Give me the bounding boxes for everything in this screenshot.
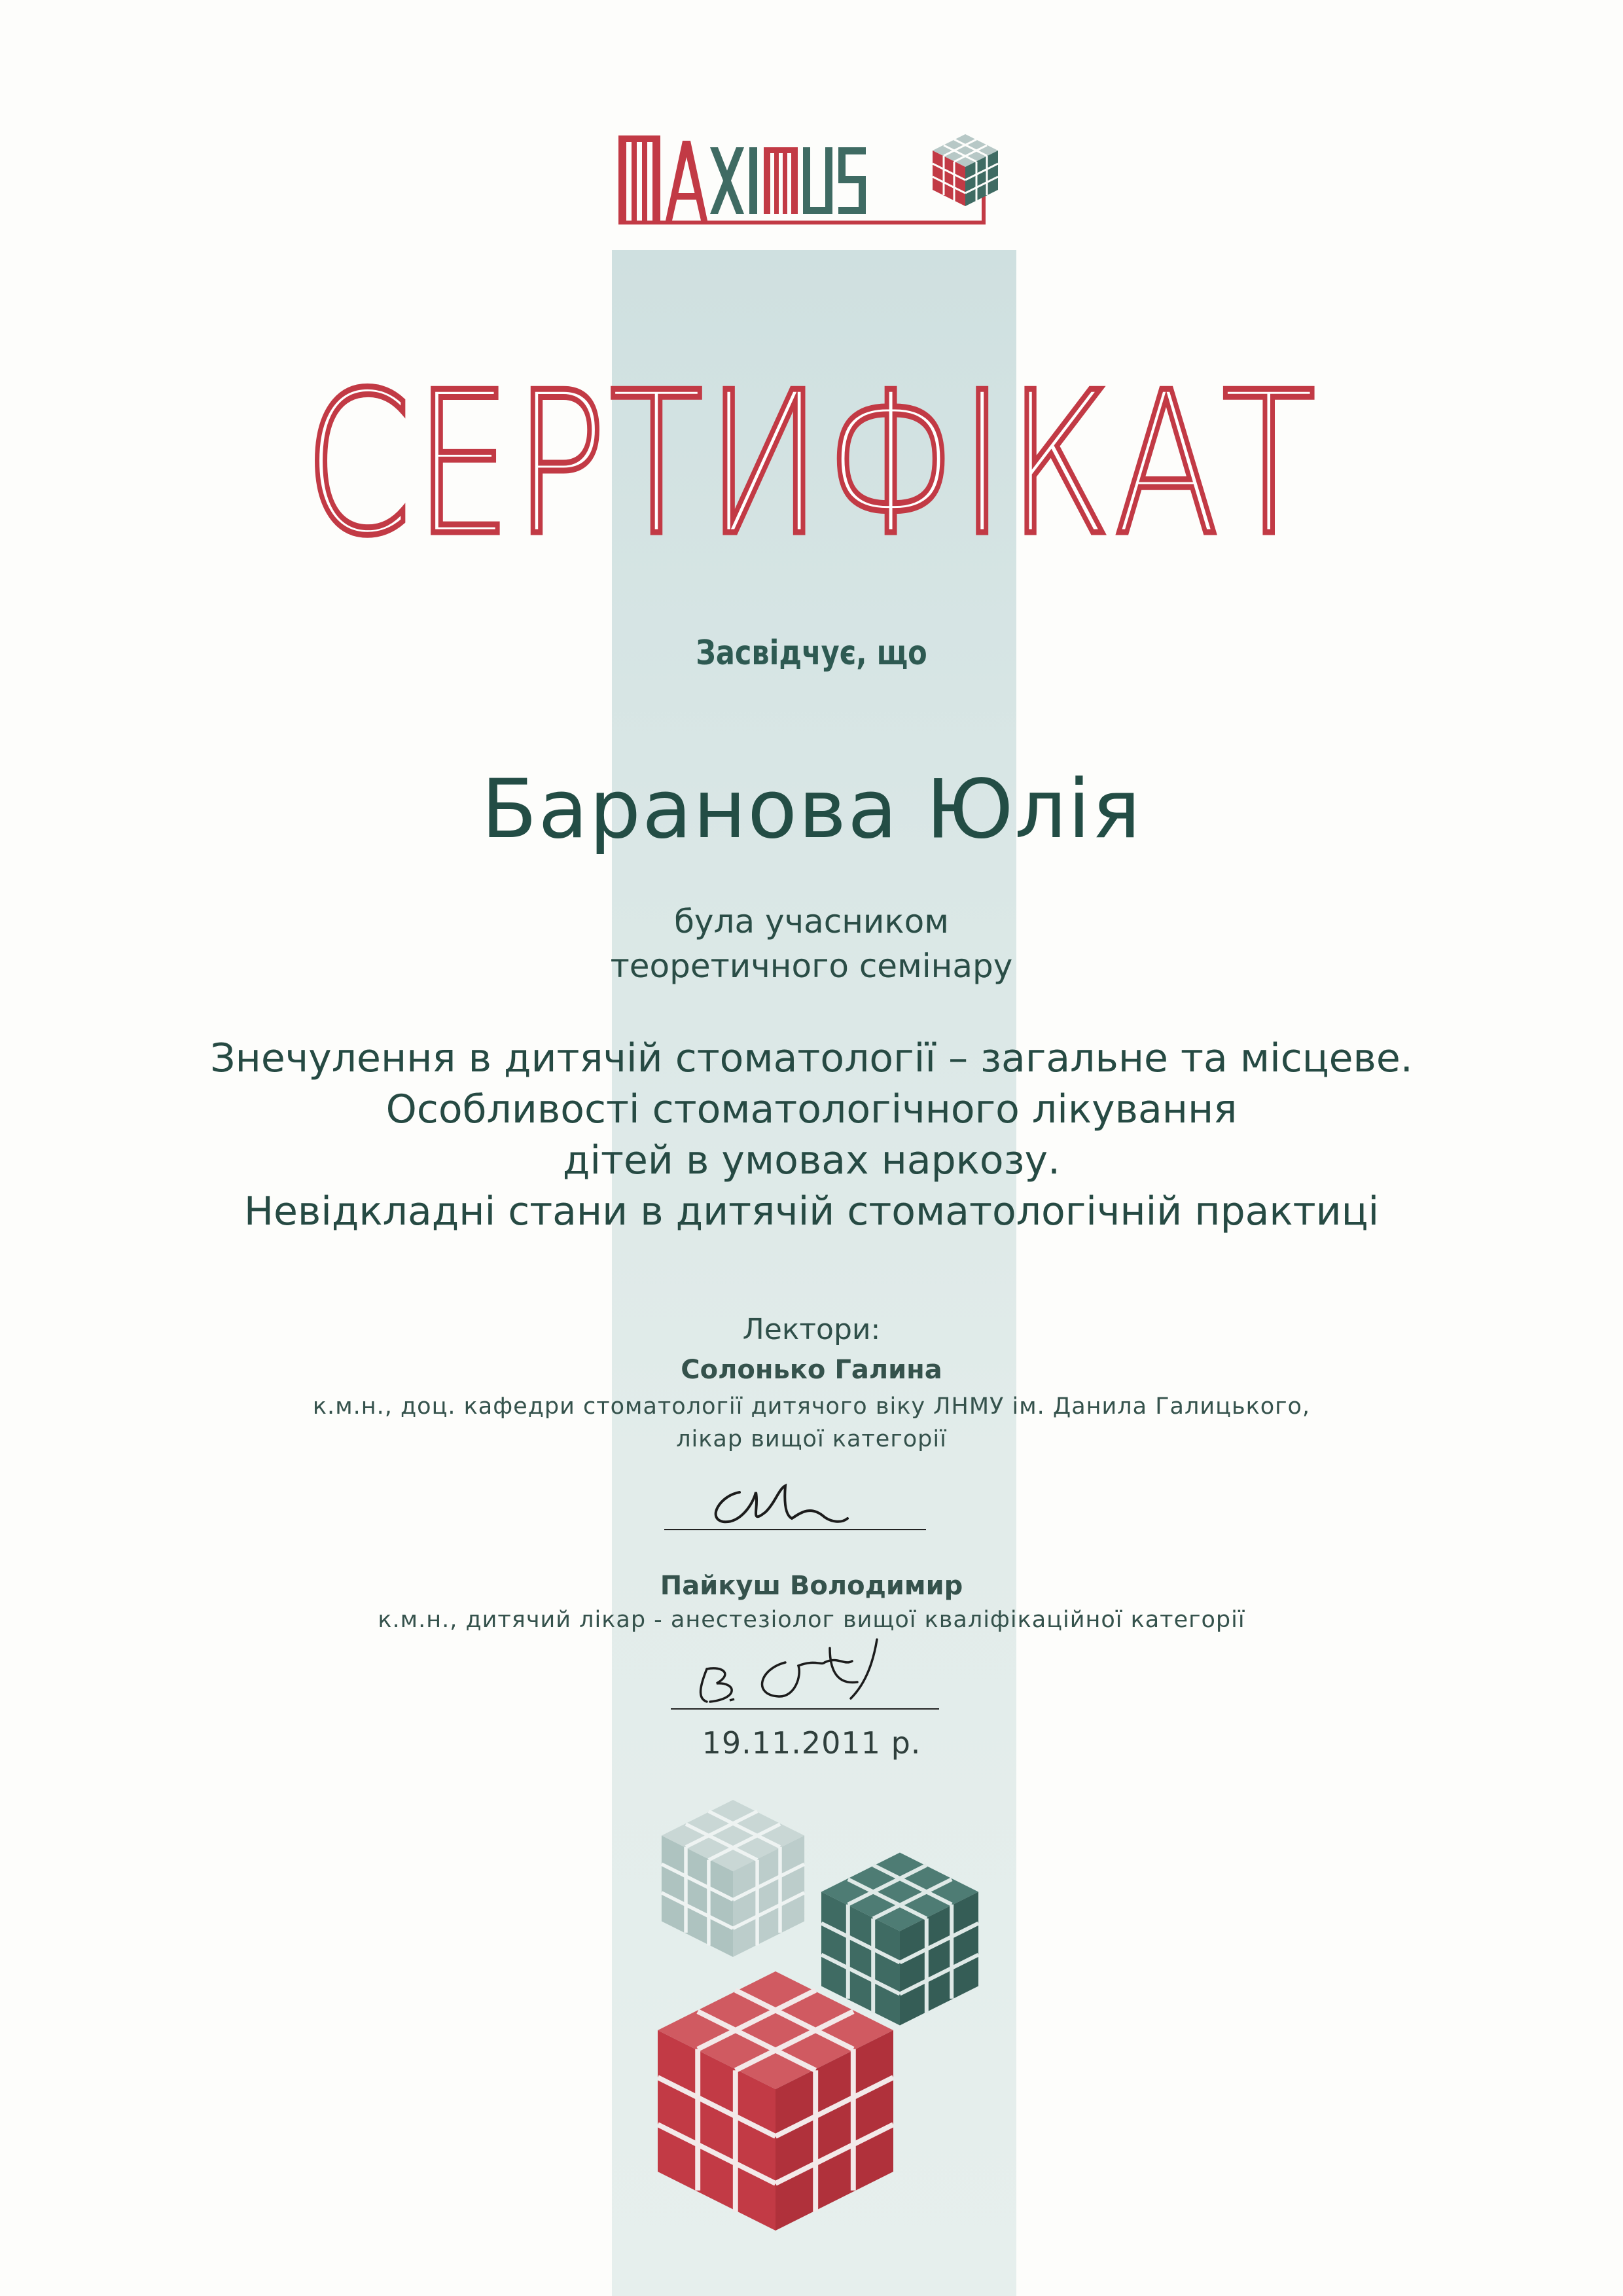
certificate-title: СЕРТИФІКАТ <box>304 350 1319 579</box>
lector-description <box>0 1390 1623 1456</box>
participant-line: була учасником <box>674 903 949 941</box>
lector-description-line: лікар вищої категорії <box>676 1426 947 1452</box>
lector-name: Солонько Галина <box>681 1355 942 1385</box>
topic-line: Особливості стоматологічного лікування <box>385 1086 1238 1132</box>
certifies-text: Засвідчує, що <box>696 634 927 673</box>
certificate-date: 19.11.2011 р. <box>702 1725 921 1761</box>
topic-line: Знечулення в дитячій стоматології – загальне та місцеве. <box>210 1035 1413 1081</box>
lectors-label: Лектори: <box>742 1313 881 1346</box>
light-cube-icon <box>661 1800 805 1957</box>
maximus-logo-graphic <box>605 121 1024 252</box>
seminar-topic <box>0 1033 1623 1237</box>
topic-line: Невідкладні стани в дитячій стоматологічній практиці <box>243 1189 1380 1234</box>
signature-line-2 <box>671 1708 939 1710</box>
topic-line: дітей в умовах наркозу. <box>562 1138 1061 1183</box>
recipient-name: Баранова Юлія <box>481 762 1142 857</box>
signature-line-1 <box>664 1529 926 1530</box>
lector-name: Пайкуш Володимир <box>660 1571 963 1601</box>
lector-description-line: к.м.н., доц. кафедри стоматології дитячого віку ЛНМУ ім. Данила Галицького, <box>312 1393 1311 1420</box>
maximus-logo <box>605 121 1024 252</box>
signature-2 <box>681 1636 955 1715</box>
lector-description-line: к.м.н., дитячий лікар - анестезіолог вищої кваліфікаційної категорії <box>378 1607 1245 1633</box>
participant-line: теоретичного семінару <box>610 947 1013 985</box>
participant-text <box>0 899 1623 988</box>
red-cube-icon <box>658 1970 893 2232</box>
signature-1 <box>694 1466 890 1538</box>
lector-description <box>0 1604 1623 1636</box>
